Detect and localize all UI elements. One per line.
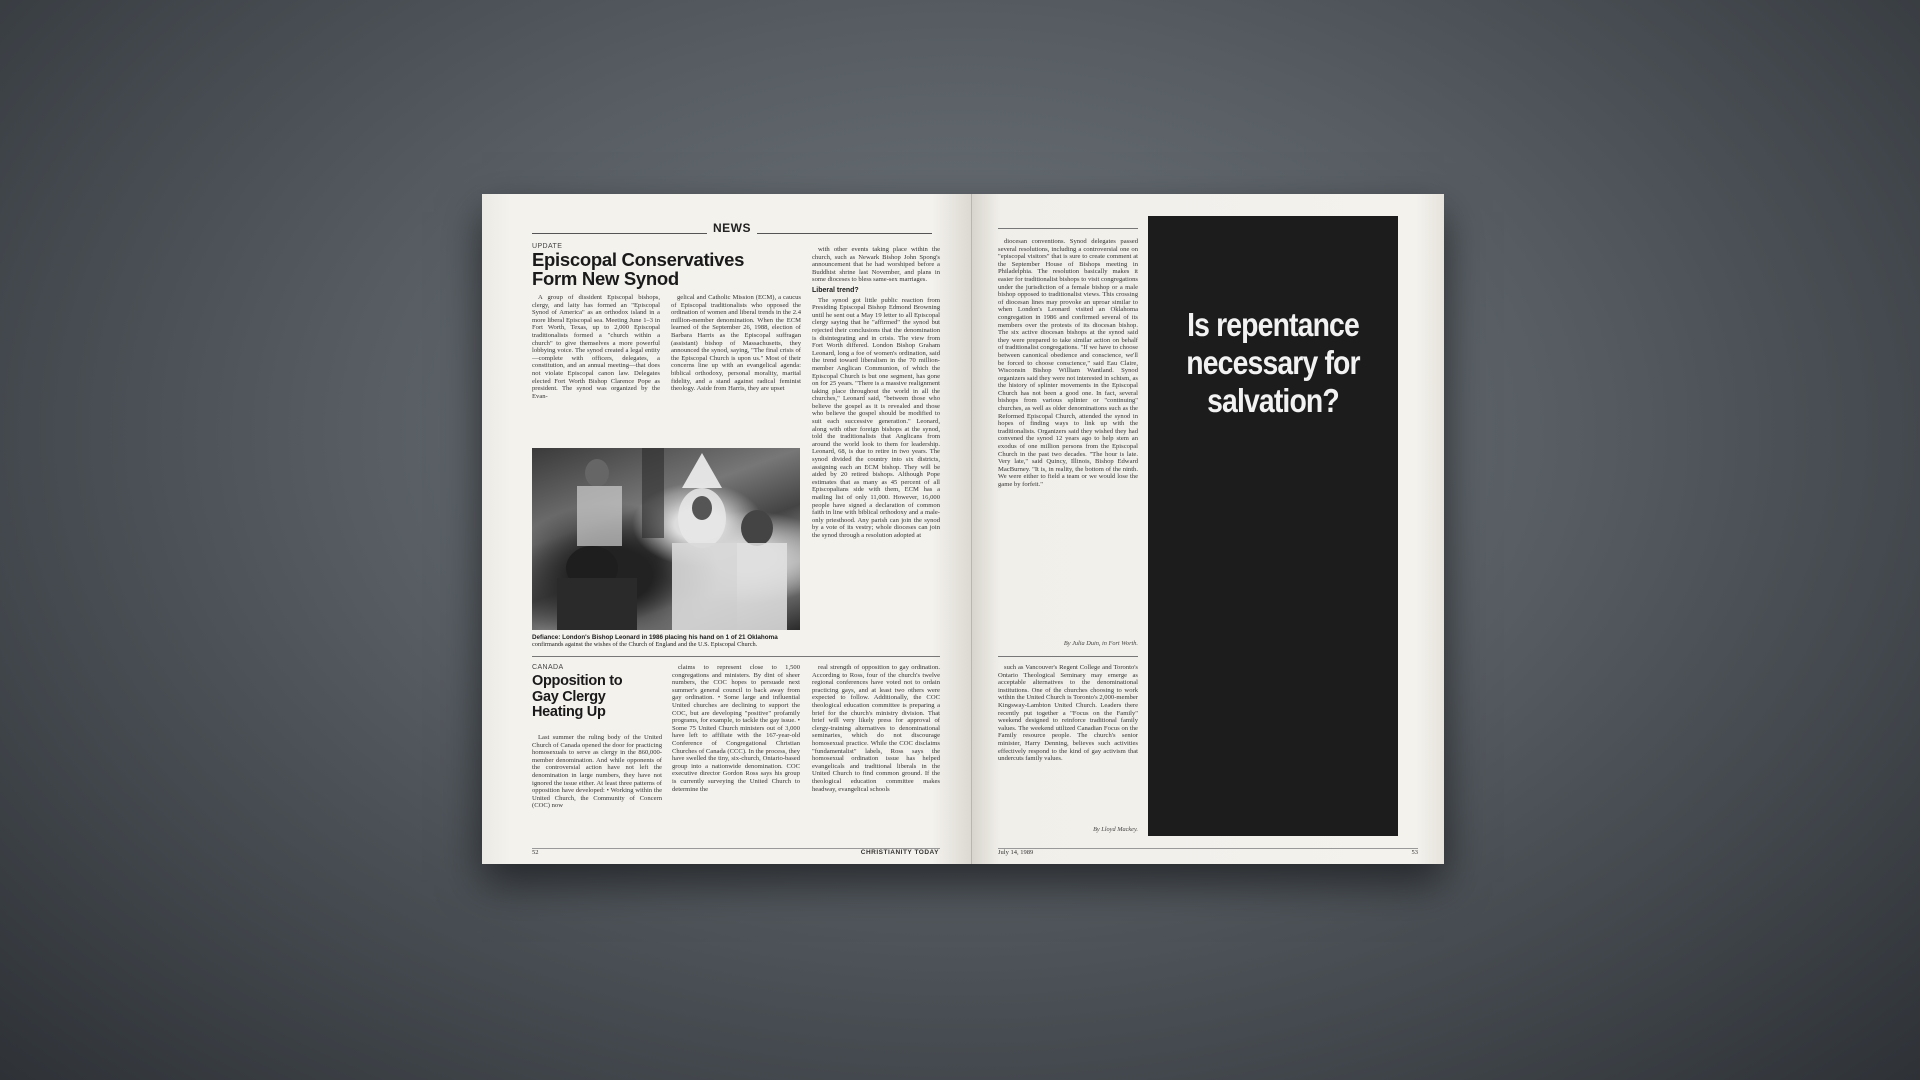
right-footer-rule — [998, 848, 1418, 849]
magazine-spread — [482, 194, 1444, 864]
story1-kicker: UPDATE — [532, 243, 563, 250]
photo-figures — [532, 448, 800, 630]
story2-column-1: Last summer the ruling body of the United Church of Canada opened the door for practicing homosexuals to serve as clergy in the 860,000-member denomination. And while opponents of the controversial action have not left the denomination in large numbers, they have not ignored the issue either. At least three patterns of opposition have developed: • Working within the United Church, the Community of Concern (COC) now — [532, 734, 662, 810]
story2-kicker: CANADA — [532, 664, 564, 671]
story2-headline: Opposition to Gay Clergy Heating Up — [532, 673, 623, 720]
right-page-number: 53 — [1411, 849, 1418, 856]
story1-continued-column: diocesan conventions. Synod delegates passed several resolutions, including a controversial one on "episcopal visitors" that is sure to create comment at the September House of Bishops meeting in Philadelphia. The resolution basically makes it easier for traditionalist bishops to visit congregations under the jurisdiction of a female bishop or a male bishop opposed to traditionalist views. This crossing of diocesan lines may provoke an uproar similar to when London's Leonard visited an Oklahoma congregation in 1986 and confirmed several of its members over the protests of its diocesan bishop. The six active diocesan bishops at the synod said they were prepared to take similar action on behalf of traditionalist congregations. "If we have to choose between canonical obedience and conscience, we'll be forced to choose conscience," said Eau Claire, Wisconsin Bishop William Wantland. Synod organizers said they were not interested in schism, as the history of splinter movements in the Episcopal Church has not been a good one. In fact, several bishops from various splinter or "continuing" churches, as well as older denominations such as the Reformed Episcopal Church, attended the synod in hopes of finding ways to link up with the traditionalists. Organizers said they wished they had convened the synod 12 years ago to help stem an exodus of one million persons from the Episcopal Church in the past two decades. "The hour is late. Very late," said Quincy, Illinois, Bishop Edward MacBurney. "It is, in reality, the bottom of the ninth. We were either to field a team or we would lose the game by forfeit." — [998, 238, 1138, 488]
advertisement-box — [1148, 216, 1398, 836]
right-story-divider — [998, 656, 1138, 657]
story2-continued-column: such as Vancouver's Regent College and Toronto's Ontario Theological Seminary may emerge as acceptable alternatives to the denominational institutions. One of the churches choosing to work within the United Church is Toronto's 2,000-member Kingsway-Lambton United Church. Leaders there recently put together a "Focus on the Family" weekend designed to reinforce traditional family values. The weekend utilized Canadian Focus on the Family resource people. The church's senior minister, Harry Denning, believes such activities effectively respond to the kind of gay activism that undercuts family values. — [998, 664, 1138, 763]
left-page-number: 52 — [532, 849, 539, 856]
section-header — [532, 218, 932, 234]
section-title: NEWS — [707, 221, 757, 235]
story1-byline: By Julia Duin, in Fort Worth. — [1063, 640, 1138, 647]
story1-headline: Episcopal Conservatives Form New Synod — [532, 249, 745, 289]
advertisement-headline: Is repentance necessary for salvation? — [1186, 306, 1360, 419]
story1-column-1: A group of dissident Episcopal bishops, clergy, and laity has formed an "Episcopal Synod of America" as an orthodox island in a more liberal Episcopal sea. Meeting June 1–3 in Fort Worth, Texas, up to 2,000 Episcopal traditionalists formed a "church within a church" to give themselves a more powerful lobbying voice. The synod created a legal entity—complete with officers, delegates, a constitution, and an annual meeting—that does not violate Episcopal canon law. Delegates elected Fort Worth Bishop Clarence Pope as president. The synod was organized by the Evan- — [532, 294, 660, 400]
story2-byline: By Lloyd Mackey. — [1093, 826, 1138, 833]
news-photo — [532, 448, 800, 630]
right-top-rule — [998, 228, 1138, 229]
story1-subhead: Liberal trend? — [812, 286, 859, 294]
story-divider — [532, 656, 940, 657]
magazine-name: CHRISTIANITY TODAY — [860, 849, 939, 856]
photo-caption: Defiance: London's Bishop Leonard in 1986 placing his hand on 1 of 21 Oklahoma confirmands against the wishes of the Church of England and the U.S. Episcopal Church. — [532, 634, 778, 649]
issue-date: July 14, 1989 — [998, 849, 1034, 856]
story1-column-2: gelical and Catholic Mission (ECM), a caucus of Episcopal traditionalists who opposed the ordination of women and liberal trends in the 2.4 million-member denomination. When the ECM learned of the September 26, 1988, election of Barbara Harris as the Episcopal suffragan (assistant) bishop of Massachusetts, they announced the synod, saying, "The final crisis of the Episcopal Church is upon us." Most of their concerns line up with an evangelical agenda: biblical orthodoxy, personal morality, marital fidelity, and a stand against radical feminist theology. Aside from Harris, they are upset — [671, 294, 801, 393]
left-page — [482, 194, 972, 864]
right-page — [972, 194, 1444, 864]
story1-column-3: with other events taking place within the church, such as Newark Bishop John Spong's announcement that he had worshiped before a Buddhist shrine last November, and plans in some dioceses to bless same-sex marriages. Liberal trend? The synod got little public reaction from Presiding Episcopal Bishop Edmond Browning until he sent out a May 19 letter to all Episcopal clergy saying that he "affirmed" the synod but rejected their conclusions that the denomination is disintegrating and in crisis. The view from Fort Worth differed. London Bishop Graham Leonard, long a foe of women's ordination, said the trend toward liberalism in the 70 million-member Anglican Communion, of which the Episcopal Church is but one segment, has gone on for 25 years. "There is a massive realignment taking place throughout the world in all the churches," Leonard said, "between those who believe the gospel as it is revealed and those who believe the gospel should be modified to suit each successive generation." Leonard, along with other foreign bishops at the synod, told the traditionalists that Anglicans from around the world look to them for leadership. Leonard, 68, is due to retire in two years. The synod divided the country into six districts, assigning each an ECM bishop. They will be aided by 20 retired bishops. Although Pope estimates that as many as 45 percent of all Episcopalians side with them, ECM has a mailing list of only 11,000. However, 16,000 people have signed a declaration of common faith in line with biblical orthodoxy and a male-only priesthood. Any parish can join the synod by a vote of its vestry; whole dioceses can join the synod through a resolution adopted at — [812, 246, 940, 539]
story2-column-3: real strength of opposition to gay ordination. According to Ross, four of the church's twelve regional conferences have voted not to ordain practicing gays, and at least two others were expected to follow. Additionally, the COC theological education committee is preparing a brief for the church's ministry division. That brief will very likely press for approval of clergy-training alternatives to denominational seminaries, which do not discourage homosexual practice. While the COC disclaims "fundamentalist" labels, Ross says the homosexual ordination issue has helped evangelicals and traditional liberals in the United Church to find common ground. If the theological education committee makes headway, evangelical schools — [812, 664, 940, 793]
story2-column-2: claims to represent close to 1,500 congregations and ministers. By dint of sheer numbers, the COC hopes to persuade next summer's general council to back away from gay ordination. • Some large and influential United churches are declining to support the COC, but are developing "positive" profamily programs, for example, to tackle the gay issue. • Some 75 United Church ministers out of 3,000 have left to affiliate with the 167-year-old Conference of Congregational Christian Churches of Canada (CCC). In the process, they have swelled the tiny, six-church, Ontario-based group into a nationwide denomination. COC executive director Gordon Ross says his group is currently surveying the United Church to determine the — [672, 664, 800, 793]
